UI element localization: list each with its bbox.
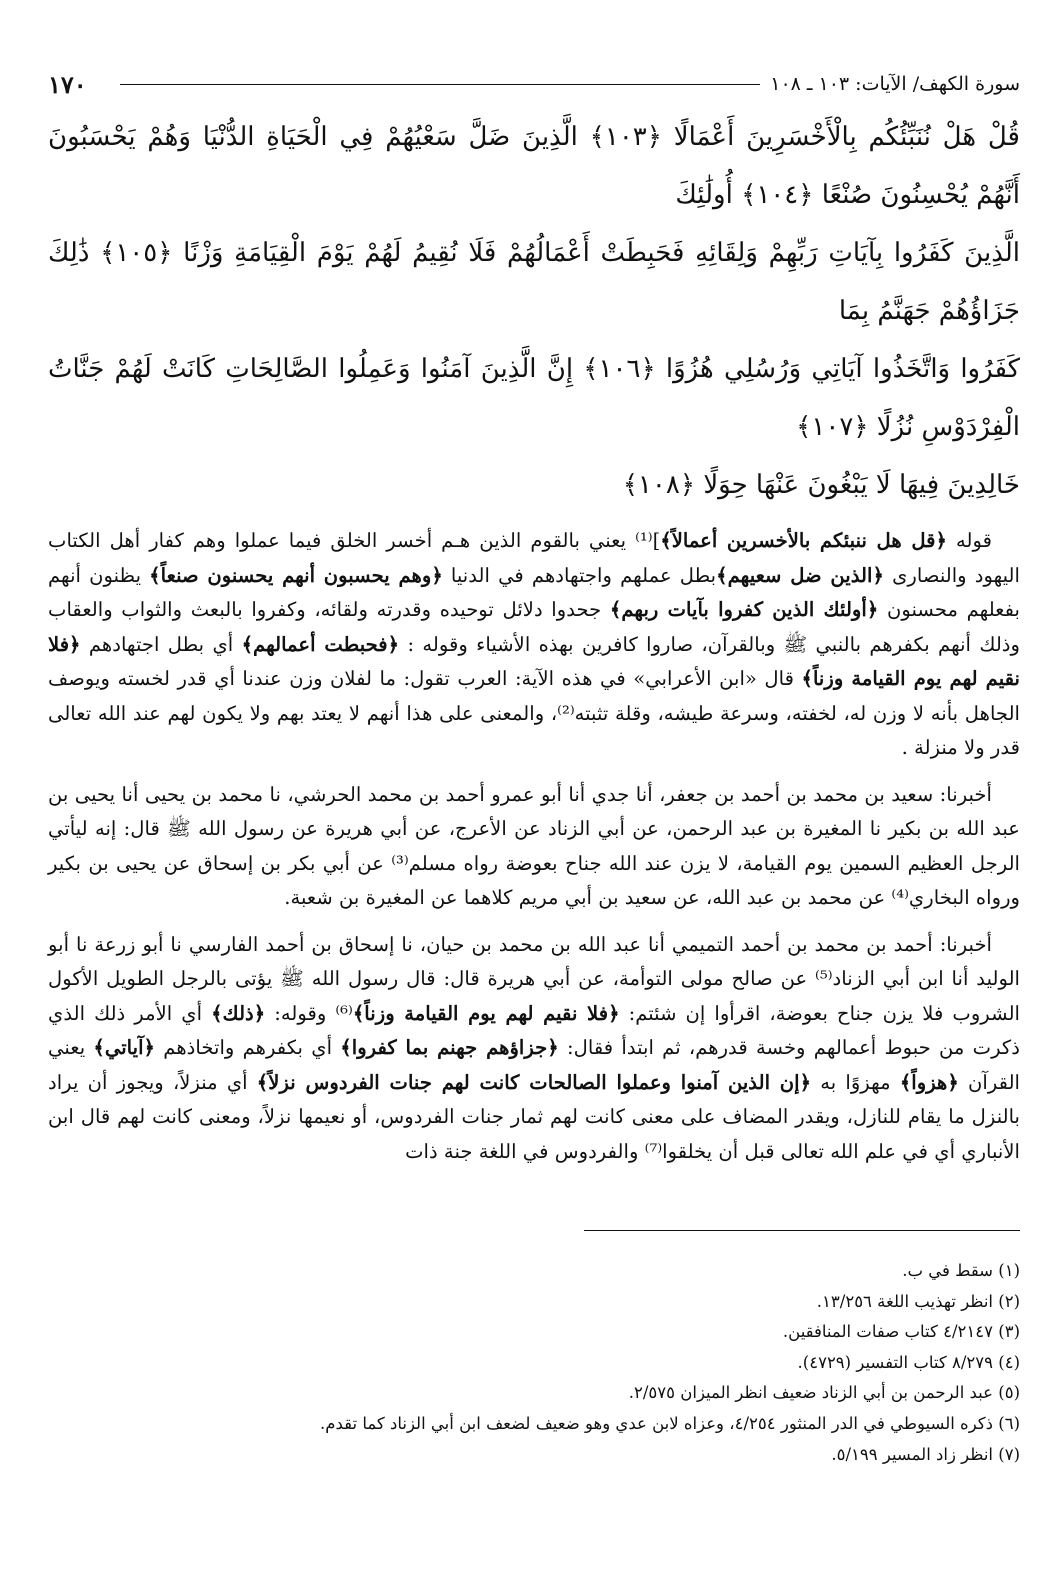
commentary-paragraph-3 <box>48 928 1020 1170</box>
verse-quote: ﴿فحبطت أعمالهم﴾ <box>241 632 400 656</box>
verse-quote: ﴿فلا نقيم لهم يوم القيامة وزناً﴾ <box>352 1001 620 1025</box>
text-run: أي الأمر ذلك الذي ذكرت من حبوط أعمالهم وخسة قدرهم، ثم ابتدأ فقال: <box>48 1001 1020 1059</box>
page-header <box>48 62 1020 106</box>
verse-quote: ﴿قل هل ننبئكم بالأخسرين أعمالاً﴾ <box>660 529 948 552</box>
footnote: (٣) ٤/٢١٤٧ كتاب صفات المنافقين. <box>782 1322 1020 1342</box>
text-run: أي منزلاً، ويجوز أن يراد بالنزل ما يقام للنازل، ويقدر المضاف على معنى كانت لهم ثمار جنات الفردوس، أو نعيمها نزلاً، ومعنى كانت لهم قال ابن الأنباري أي في علم الله تعالى قبل أن يخلقوا⁽⁷⁾ والفردوس في اللغة جنة ذات <box>48 1070 1020 1163</box>
commentary-paragraph-1 <box>48 524 1020 766</box>
footnotes <box>320 1256 1020 1470</box>
verse-quote: ﴿هزواً﴾ <box>899 1070 959 1094</box>
footnote-separator <box>584 1230 1020 1231</box>
verse-quote: ﴿إن الذين آمنوا وعملوا الصالحات كانت لهم جنات الفردوس نزلاً﴾ <box>256 1070 812 1094</box>
page-number: ١٧٠ <box>48 69 87 99</box>
verse-quote: ﴿ذلك﴾ <box>211 1001 266 1025</box>
text-run: ⁽⁶⁾ وقوله: <box>265 1001 353 1025</box>
page-body <box>48 62 1020 1169</box>
footnote: (٢) انظر تهذيب اللغة ١٣/٢٥٦. <box>816 1291 1020 1311</box>
text-run: أي بطل اجتهادهم <box>80 632 242 656</box>
footnote: (١) سقط في ب. <box>902 1261 1020 1280</box>
verse-quote: ﴿وهم يحسبون أنهم يحسنون صنعاً﴾ <box>149 563 443 587</box>
text-run: جحدوا دلائل توحيده وقدرته ولقائه، وكفروا بالبعث والثواب والعقاب وذلك أنهم بكفرهم بالنبي ﷺ وبالقرآن، صاروا كافرين بهذه الأشياء وقوله : <box>48 598 1020 656</box>
verse-quote: ﴿فلا نقيم لهم يوم القيامة وزناً﴾ <box>48 632 1020 690</box>
quran-verses <box>48 108 1020 514</box>
text-run: يظنون أنهم بفعلهم محسنون <box>48 563 1020 621</box>
footnote: (٤) ٨/٢٧٩ كتاب التفسير (٤٧٢٩). <box>797 1352 1020 1372</box>
text-run: مهزوًا به <box>811 1070 900 1094</box>
text-run: أخبرنا: أحمد بن محمد بن أحمد التميمي أنا عبد الله بن محمد بن حيان، نا إسحاق بن أحمد الفارسي نا أبو زرعة نا أبو الوليد أنا ابن أبي الزناد⁽⁵⁾ عن صالح مولى التوأمة، عن أبي هريرة قال: قال رسول الله ﷺ يؤتى بالرجل الطويل الأكول الشروب فلا يزن جناح بعوضة، اقرأوا إن شئتم: <box>48 932 1020 1025</box>
quran-line: خَالِدِينَ فِيهَا لَا يَبْغُونَ عَنْهَا حِوَلًا ﴿١٠٨﴾ <box>622 470 1020 500</box>
header-rule <box>120 84 760 85</box>
text-run: أي بكفرهم واتخاذهم <box>155 1036 341 1059</box>
quran-line: الَّذِينَ كَفَرُوا بِآيَاتِ رَبِّهِمْ وَلِقَائِهِ فَحَبِطَتْ أَعْمَالُهُمْ فَلَا نُقِيمُ لَهُمْ يَوْمَ الْقِيَامَةِ وَزْنًا ﴿١٠٥﴾ ذَٰلِكَ جَزَاؤُهُمْ جَهَنَّمُ بِمَا <box>48 238 1020 326</box>
text-run: قال «ابن الأعرابي» في هذه الآية: العرب تقول: ما لفلان وزن عندنا أي قدر لخسته ويوصف الجاهل بأنه لا وزن له، لخفته، وسرعة طيشه، وقلة تثبته⁽²⁾، والمعنى على هذا أنهم لا يعتد بهم ولا يكون لهم عند الله تعالى قدر ولا منزلة . <box>48 667 1020 759</box>
quran-line: قُلْ هَلْ نُنَبِّئُكُم بِالْأَخْسَرِينَ أَعْمَالًا ﴿١٠٣﴾ الَّذِينَ ضَلَّ سَعْيُهُمْ فِي الْحَيَاةِ الدُّنْيَا وَهُمْ يَحْسَبُونَ أَنَّهُمْ يُحْسِنُونَ صُنْعًا ﴿١٠٤﴾ أُولَٰئِكَ <box>48 122 1020 210</box>
commentary <box>48 524 1020 1169</box>
verse-quote: ﴿جزاؤهم جهنم بما كفروا﴾ <box>340 1036 559 1059</box>
text-run: يعني القرآن <box>48 1036 1020 1094</box>
verse-quote: ﴿الذين ضل سعيهم﴾ <box>716 563 884 587</box>
footnote: (٧) انظر زاد المسير ٥/١٩٩. <box>831 1444 1020 1464</box>
verse-quote: ﴿آياتي﴾ <box>93 1036 156 1059</box>
text-run: ]⁽¹⁾ يعني بالقوم الذين هـم أخسر الخلق فيما عملوا وهم كفار أهل الكتاب اليهود والنصارى <box>48 529 1020 587</box>
verse-quote: ﴿أولئك الذين كفروا بآيات ربهم﴾ <box>609 598 879 621</box>
footnote: (٦) ذكره السيوطي في الدر المنثور ٤/٢٥٤، وعزاه لابن عدي وهو ضعيف لضعف ابن أبي الزناد كما تقدم. <box>320 1413 1020 1433</box>
commentary-paragraph-2: أخبرنا: سعيد بن محمد بن أحمد بن جعفر، أنا جدي أنا أبو عمرو أحمد بن محمد الحرشي، نا محمد بن يحيى أنا يحيى بن عبد الله بن بكير نا المغيرة بن عبد الرحمن، عن أبي الزناد عن الأعرج، عن أبي هريرة عن رسول الله ﷺ قال: إنه ليأتي الرجل العظيم السمين يوم القيامة، لا يزن عند الله جناح بعوضة رواه مسلم⁽³⁾ عن أبي بكر بن إسحاق عن يحيى بن بكير ورواه البخاري⁽⁴⁾ عن محمد بن عبد الله، عن سعيد بن أبي مريم كلاهما عن المغيرة بن شعبة. <box>48 782 1020 909</box>
text-run: بطل عملهم واجتهادهم في الدنيا <box>442 563 717 587</box>
footnote: (٥) عبد الرحمن بن أبي الزناد ضعيف انظر الميزان ٢/٥٧٥. <box>628 1383 1020 1403</box>
quran-line: كَفَرُوا وَاتَّخَذُوا آيَاتِي وَرُسُلِي هُزُوًا ﴿١٠٦﴾ إِنَّ الَّذِينَ آمَنُوا وَعَمِلُوا الصَّالِحَاتِ كَانَتْ لَهُمْ جَنَّاتُ الْفِرْدَوْسِ نُزُلًا ﴿١٠٧﴾ <box>48 354 1020 442</box>
running-header <box>120 73 1020 95</box>
running-title: سورة الكهف/ الآيات: ١٠٣ ـ ١٠٨ <box>770 73 1020 95</box>
text-run: قوله <box>947 529 992 552</box>
